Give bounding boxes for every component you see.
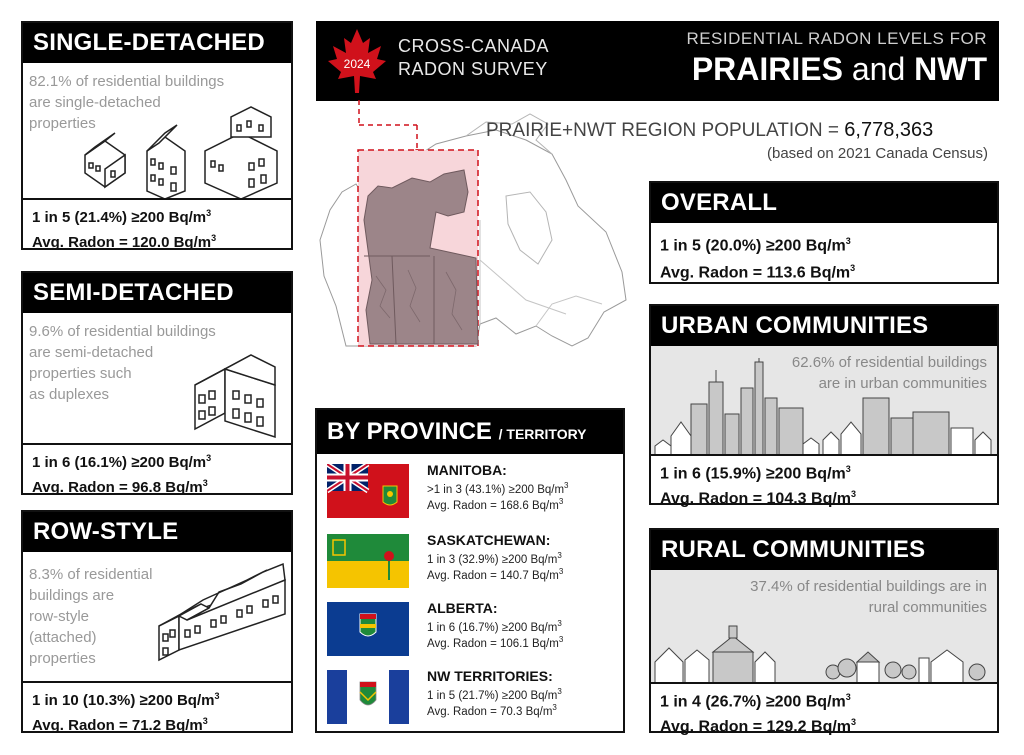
province-row-nwt: NW TERRITORIES: 1 in 5 (21.7%) ≥200 $Bq/m^3$ Avg. Radon = 70.3 $Bq/m^3$	[327, 668, 617, 728]
single-detached-title: SINGLE-DETACHED	[23, 23, 291, 63]
row-houses-icon	[155, 560, 291, 672]
census-note: (based on 2021 Canada Census)	[767, 145, 988, 162]
single-detached-description: 82.1% of residential buildings are single-detached properties	[29, 73, 225, 132]
rural-communities-card	[649, 528, 999, 736]
urban-communities-description: 62.6% of residential buildings are in urban communities	[791, 354, 987, 392]
province-row-saskatchewan: SASKATCHEWAN: 1 in 3 (32.9%) ≥200 $Bq/m^3$ Avg. Radon = 140.7 $Bq/m^3$	[327, 532, 617, 592]
title-bar	[316, 21, 999, 101]
maple-leaf-badge-icon	[326, 27, 388, 95]
survey-label: CROSS-CANADA RADON SURVEY	[398, 36, 550, 79]
semi-detached-description: 9.6% of residential buildings are semi-detached properties such as duplexes	[29, 323, 216, 403]
semi-detached-house-icon	[191, 345, 281, 441]
title-heading: PRAIRIES and NWT	[691, 51, 987, 87]
rural-communities-description: 37.4% of residential buildings are in rural communities	[750, 578, 987, 616]
population-value: 6,778,363	[844, 119, 934, 141]
badge-year: 2024	[343, 57, 371, 71]
row-style-stats: 1 in 10 (10.3%) ≥200 $Bq/m^3$ Avg. Radon = 71.2 $Bq/m^3$	[23, 681, 291, 731]
urban-communities-card	[649, 304, 999, 508]
by-province-card	[315, 408, 625, 733]
row-style-description: 8.3% of residential buildings are row-style (attached) properties	[29, 566, 153, 667]
manitoba-flag-icon	[327, 464, 409, 518]
rural-communities-stats: 1 in 4 (26.7%) ≥200 $Bq/m^3$ Avg. Radon = 129.2 $Bq/m^3$	[651, 682, 997, 731]
rural-village-icon	[651, 622, 997, 684]
by-province-title: BY PROVINCE / TERRITORY	[317, 410, 623, 454]
semi-detached-stats: 1 in 6 (16.1%) ≥200 $Bq/m^3$ Avg. Radon = 96.8 $Bq/m^3$	[23, 443, 291, 493]
population-line: PRAIRIE+NWT REGION POPULATION = 6,778,363	[486, 119, 934, 141]
single-detached-card	[21, 21, 293, 250]
row-style-title: ROW-STYLE	[23, 512, 291, 552]
row-style-card	[21, 510, 293, 733]
urban-communities-title: URBAN COMMUNITIES	[651, 306, 997, 346]
nwt-flag-icon	[327, 670, 409, 724]
semi-detached-title: SEMI-DETACHED	[23, 273, 291, 313]
semi-detached-card	[21, 271, 293, 495]
single-detached-stats: 1 in 5 (21.4%) ≥200 $Bq/m^3$ Avg. Radon = 120.0 $Bq/m^3$	[23, 198, 291, 248]
province-row-alberta: ALBERTA: 1 in 6 (16.7%) ≥200 $Bq/m^3$ Avg. Radon = 106.1 $Bq/m^3$	[327, 600, 617, 660]
alberta-flag-icon	[327, 602, 409, 656]
overall-stats: 1 in 5 (20.0%) ≥200 $Bq/m^3$ Avg. Radon = 113.6 $Bq/m^3$	[651, 224, 997, 282]
overall-card	[649, 181, 999, 284]
title-subheading: RESIDENTIAL RADON LEVELS FOR	[686, 29, 987, 48]
rural-communities-title: RURAL COMMUNITIES	[651, 530, 997, 570]
overall-title: OVERALL	[651, 183, 997, 223]
single-detached-houses-icon	[81, 103, 293, 199]
urban-communities-stats: 1 in 6 (15.9%) ≥200 $Bq/m^3$ Avg. Radon = 104.3 $Bq/m^3$	[651, 454, 997, 503]
saskatchewan-flag-icon	[327, 534, 409, 588]
prairie-nwt-region	[364, 170, 478, 344]
province-row-manitoba: MANITOBA: >1 in 3 (43.1%) ≥200 $Bq/m^3$ Avg. Radon = 168.6 $Bq/m^3$	[327, 462, 617, 522]
